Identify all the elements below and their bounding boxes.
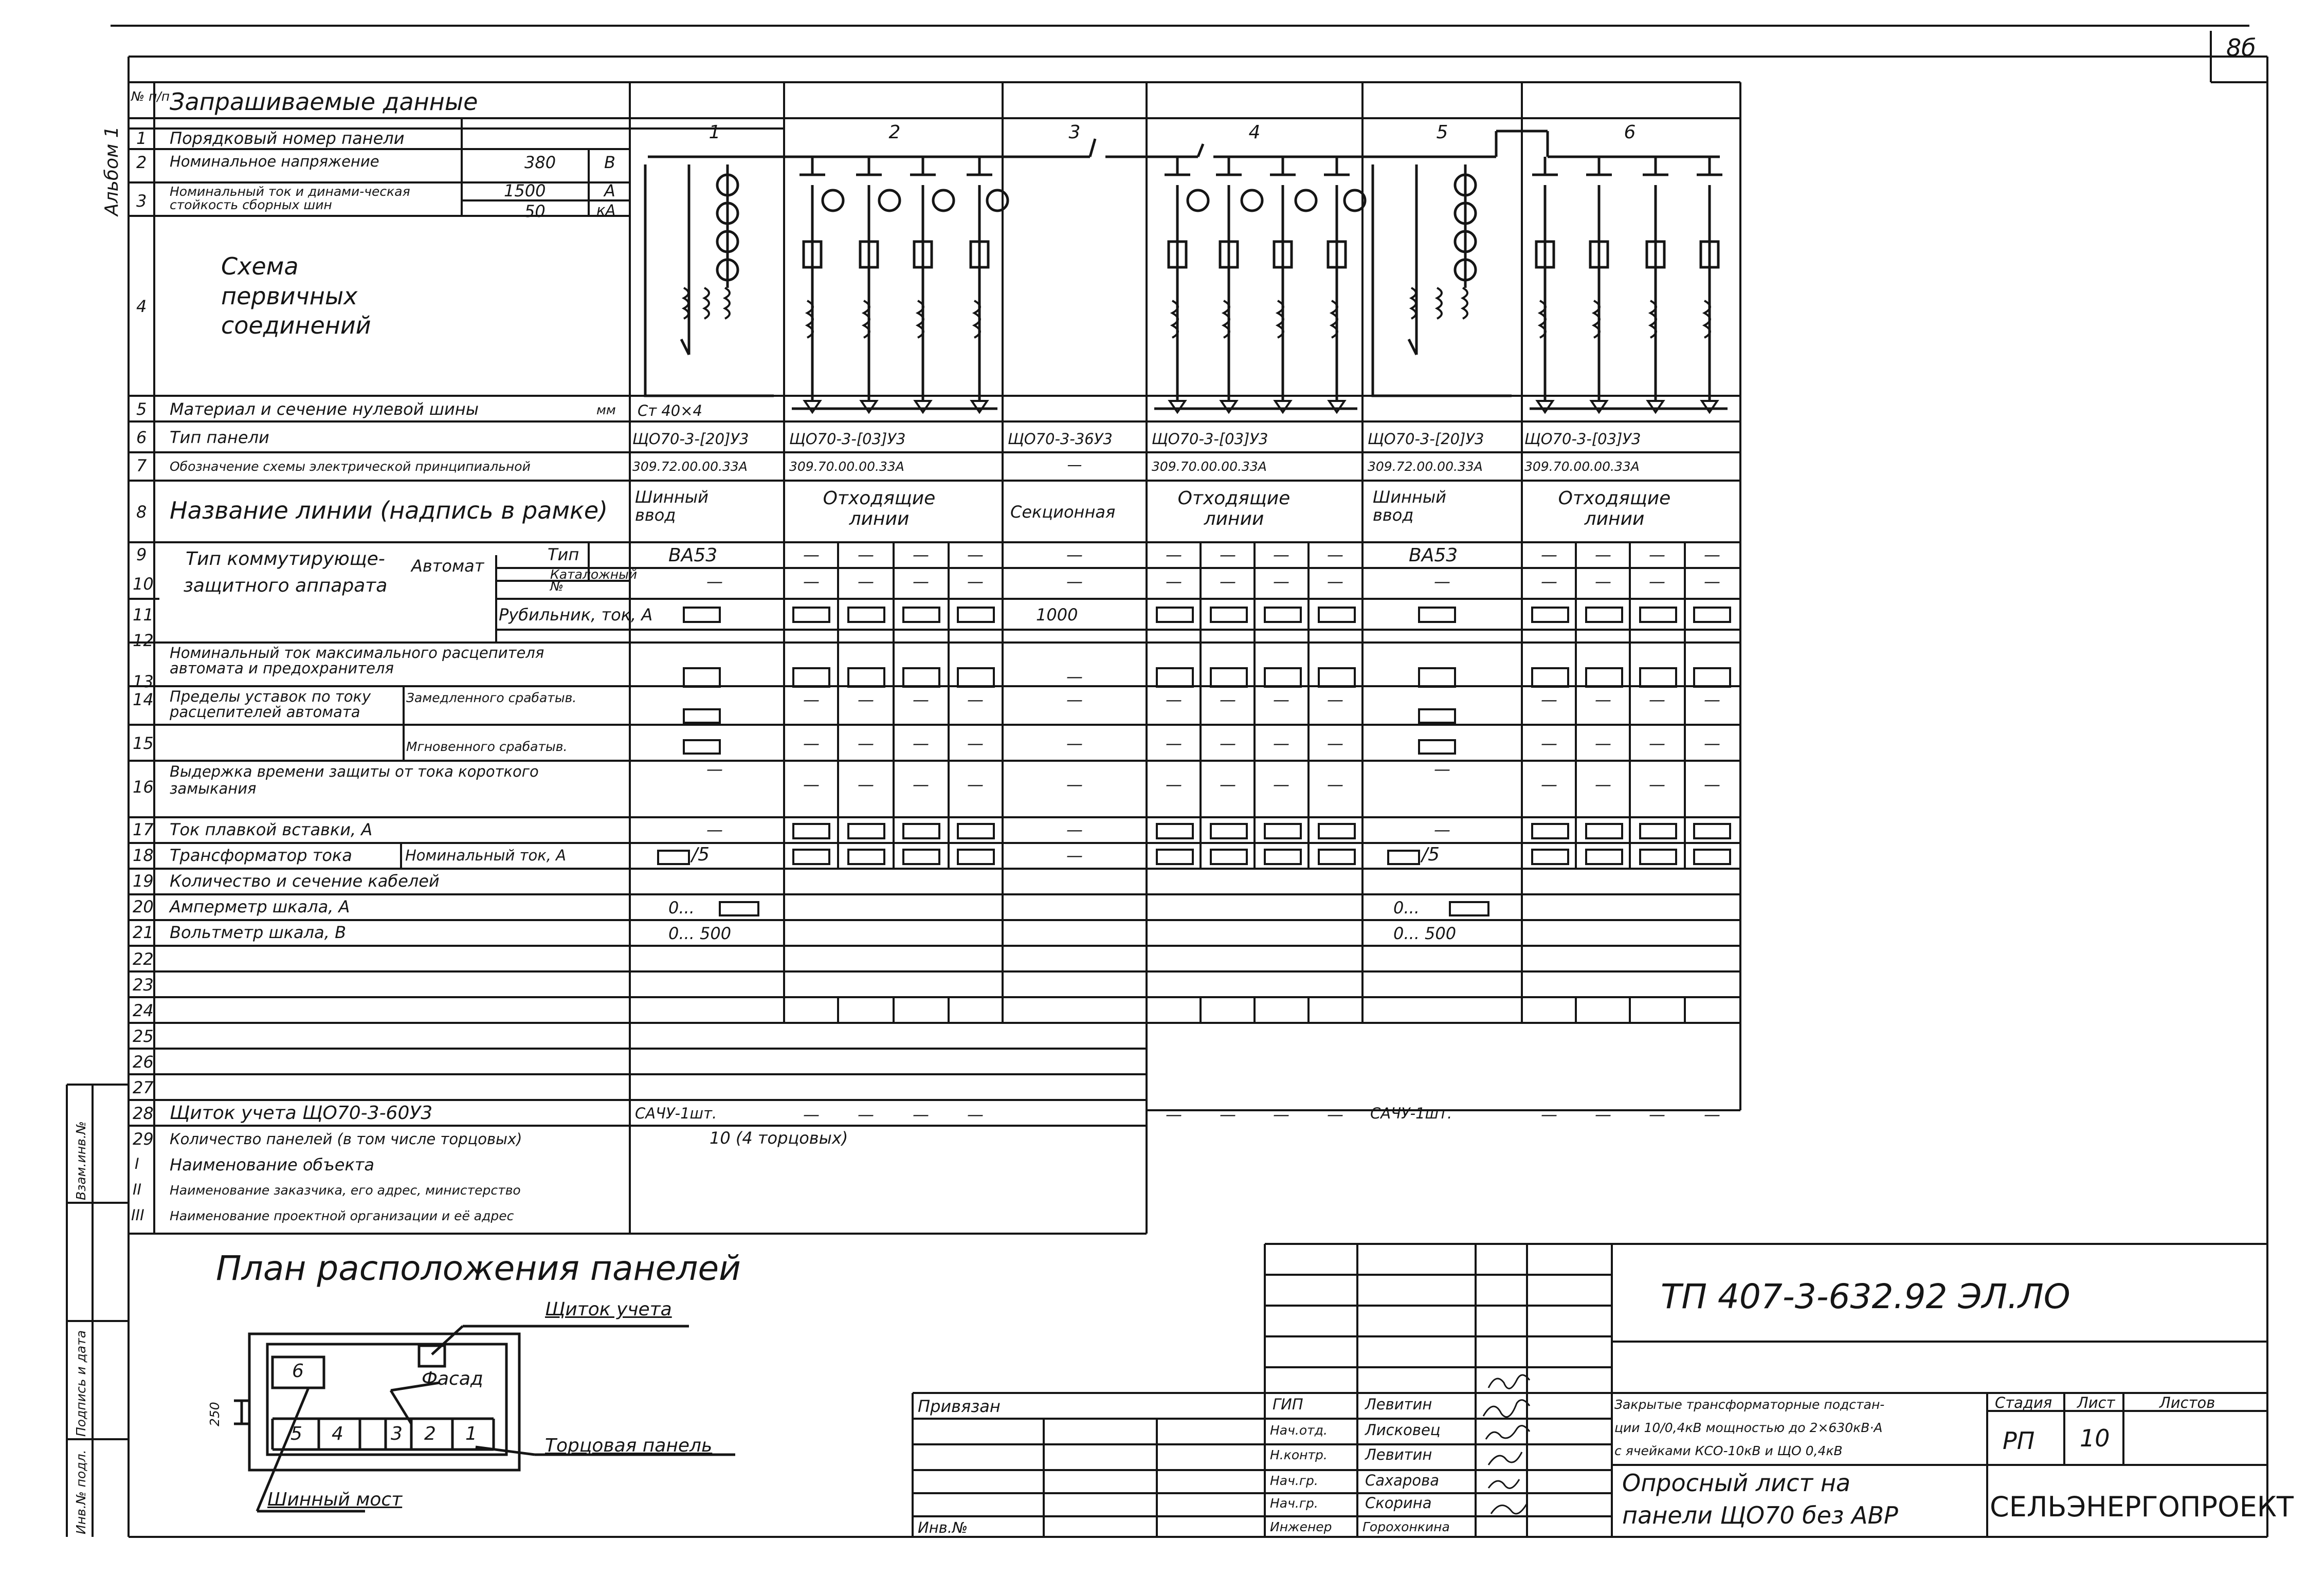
- row-value: 380: [524, 153, 556, 172]
- person-name: Левитин: [1365, 1396, 1432, 1413]
- description-line: Закрытые трансформаторные подстан-: [1614, 1397, 1885, 1412]
- dash-cell: —: [858, 545, 874, 564]
- dash-cell: —: [1273, 775, 1289, 794]
- dash-cell: —: [1273, 1105, 1289, 1124]
- dash-cell: —: [1166, 1105, 1182, 1124]
- row-number: 20: [133, 897, 154, 916]
- dash-cell: —: [1595, 1105, 1611, 1124]
- row-cell: 309.70.00.00.33А: [1524, 459, 1640, 474]
- row-number: 15: [133, 733, 154, 753]
- dash-cell: —: [1220, 572, 1236, 591]
- row-label: Порядковый номер панели: [170, 129, 405, 148]
- row-number: II: [133, 1181, 142, 1198]
- row-number: 3: [136, 191, 147, 211]
- dash-cell: —: [1327, 733, 1343, 753]
- row-number: 5: [136, 399, 147, 419]
- panel-number-5: 5: [1436, 122, 1448, 143]
- row-number: 17: [133, 820, 154, 839]
- dash-cell: —: [967, 572, 984, 591]
- row-cell: /5: [1422, 844, 1440, 865]
- stage-label: Стадия: [1995, 1394, 2052, 1411]
- dash-cell: —: [858, 775, 874, 794]
- dash-cell: —: [803, 733, 820, 753]
- row-unit: кА: [596, 201, 616, 219]
- role: Нач.отд.: [1270, 1423, 1328, 1438]
- panel-number-6: 6: [1624, 122, 1636, 143]
- dash-cell: —: [1066, 667, 1083, 686]
- row-label: Тип панели: [170, 428, 269, 447]
- sheet-title-line: Опросный лист на: [1622, 1469, 1851, 1497]
- row-cell: 0... 500: [668, 924, 732, 943]
- row-number: 18: [133, 846, 154, 865]
- row-number: 22: [133, 949, 154, 969]
- dash-cell: —: [1649, 690, 1665, 709]
- dash-cell: —: [1166, 572, 1182, 591]
- dash-cell: —: [1066, 775, 1083, 794]
- inv-label: Инв.№: [918, 1519, 968, 1536]
- row-number: 9: [136, 545, 147, 564]
- requested-data-header: Запрашиваемые данные: [170, 88, 478, 116]
- row-number: 24: [133, 1001, 154, 1020]
- dash-cell: —: [913, 690, 929, 709]
- row-cell: Отходящие линии: [823, 488, 936, 529]
- dash-cell: —: [1704, 572, 1720, 591]
- row-unit: А: [604, 181, 615, 200]
- dash-cell: —: [1066, 572, 1083, 591]
- dash-cell: —: [858, 572, 874, 591]
- row-col-label: Тип: [548, 545, 579, 564]
- row-value: 10 (4 торцовых): [710, 1128, 848, 1148]
- num-header: № п/п: [131, 89, 170, 104]
- dash-cell: —: [803, 1105, 820, 1124]
- stamp-signature-date: Подпись и дата: [74, 1330, 88, 1437]
- dash-cell: —: [967, 690, 984, 709]
- row-number: 16: [133, 777, 154, 797]
- row-cell: ЩО70-3-[03]У3: [1152, 430, 1268, 448]
- dash-cell: —: [1704, 690, 1720, 709]
- dash-cell: —: [706, 820, 723, 839]
- dash-cell: —: [1066, 545, 1083, 564]
- row-unit: мм: [596, 402, 616, 417]
- plan-end-panel-label: Торцовая панель: [545, 1435, 713, 1456]
- dash-cell: —: [1166, 775, 1182, 794]
- row-cell: ЩО70-3-[03]У3: [789, 430, 906, 448]
- dash-cell: —: [1327, 690, 1343, 709]
- doc-code: ТП 407-3-632.92 ЭЛ.ЛО: [1661, 1277, 2070, 1316]
- dash-cell: —: [1704, 1105, 1720, 1124]
- dash-cell: —: [967, 775, 984, 794]
- role: ГИП: [1273, 1396, 1303, 1413]
- row-group-label: Тип коммутирующе-защитного аппарата: [183, 548, 388, 597]
- dash-cell: —: [1066, 846, 1083, 865]
- dash-cell: —: [803, 775, 820, 794]
- row-label: Амперметр шкала, А: [170, 897, 350, 916]
- person-name: Левитин: [1365, 1446, 1432, 1463]
- row-sublabel: Автомат: [411, 556, 484, 576]
- panel-number-1: 1: [708, 122, 721, 143]
- row-label: Пределы уставок по току расцепителей автомата: [170, 688, 371, 721]
- row-cell: ВА53: [668, 545, 718, 566]
- row-cell: Ст 40×4: [638, 402, 703, 419]
- row-value: 1500: [504, 181, 546, 200]
- dash-cell: —: [1541, 572, 1557, 591]
- row-cell: —: [1067, 456, 1082, 473]
- row-number: I: [135, 1155, 139, 1172]
- dash-cell: —: [1273, 733, 1289, 753]
- row-number: 27: [133, 1078, 154, 1097]
- row-number: 8: [136, 502, 147, 522]
- dash-cell: —: [1273, 572, 1289, 591]
- sheet-corner-number: 8б: [2226, 34, 2256, 62]
- row-cell: 0...: [668, 898, 695, 918]
- plan-cell: 1: [465, 1423, 477, 1444]
- row-cell: ВА53: [1409, 545, 1458, 566]
- dash-cell: —: [1166, 733, 1182, 753]
- row-label: Наименование заказчика, его адрес, министерство: [170, 1183, 521, 1198]
- dash-cell: —: [706, 759, 723, 779]
- row-number: 29: [133, 1129, 154, 1149]
- row-cell: 1000: [1036, 605, 1078, 625]
- row-number: 12: [133, 631, 154, 650]
- sheet-value: 10: [2080, 1424, 2110, 1452]
- row-cell: Отходящие линии: [1558, 488, 1671, 529]
- row-label: Материал и сечение нулевой шины: [170, 399, 479, 419]
- dash-cell: —: [1220, 545, 1236, 564]
- row-col-label: Замедленного срабатыв.: [406, 690, 577, 705]
- dash-cell: —: [1595, 545, 1611, 564]
- plan-cell: 2: [424, 1423, 436, 1444]
- dash-cell: —: [1434, 759, 1450, 779]
- row-cell: Отходящие линии: [1177, 488, 1291, 529]
- description-line: ции 10/0,4кВ мощностью до 2×630кВ·А: [1614, 1420, 1883, 1435]
- dash-cell: —: [858, 1105, 874, 1124]
- row-cell: ЩО70-3-[03]У3: [1524, 430, 1641, 448]
- row-col-label: Мгновенного срабатыв.: [406, 739, 568, 754]
- dash-cell: —: [858, 690, 874, 709]
- row-label: Номинальный ток максимального расцепителя автомата и предохранителя: [170, 644, 544, 677]
- dash-cell: —: [1541, 545, 1557, 564]
- row-number: 26: [133, 1052, 154, 1072]
- dash-cell: —: [1434, 572, 1450, 591]
- row-cell: Секционная: [1010, 502, 1116, 522]
- dash-cell: —: [1704, 733, 1720, 753]
- stamp-inv-original: Инв.№ подл.: [74, 1450, 88, 1534]
- row-number: 13: [133, 672, 154, 691]
- dash-cell: —: [803, 690, 820, 709]
- panel-number-2: 2: [888, 122, 901, 143]
- row-cell: 309.72.00.00.33А: [632, 459, 748, 474]
- row-number: 6: [136, 428, 147, 447]
- row-cell: 309.70.00.00.33А: [789, 459, 904, 474]
- stage-value: РП: [2003, 1427, 2035, 1455]
- dash-cell: —: [1327, 545, 1343, 564]
- dash-cell: —: [1541, 733, 1557, 753]
- dash-cell: —: [967, 1105, 984, 1124]
- dash-cell: —: [1327, 775, 1343, 794]
- plan-cell: 5: [290, 1423, 302, 1444]
- stamp-replace-inv: Взам.инв.№: [74, 1121, 88, 1200]
- dash-cell: —: [858, 733, 874, 753]
- dash-cell: —: [1273, 545, 1289, 564]
- dash-cell: —: [1649, 1105, 1665, 1124]
- row-number: 7: [136, 456, 147, 475]
- dash-cell: —: [706, 572, 723, 591]
- dash-cell: —: [1704, 775, 1720, 794]
- sheet-title-line: панели ЩО70 без АВР: [1622, 1501, 1898, 1529]
- row-cell: ЩО70-3-[20]У3: [632, 430, 749, 448]
- dash-cell: —: [1220, 690, 1236, 709]
- row-cell: САЧУ-1шт.: [635, 1105, 717, 1122]
- dash-cell: —: [1704, 545, 1720, 564]
- plan-cell: 3: [391, 1423, 403, 1444]
- dash-cell: —: [1220, 775, 1236, 794]
- person-name: Сахарова: [1365, 1472, 1439, 1489]
- organization-name: СЕЛЬЭНЕРГОПРОЕКТ: [1990, 1491, 2294, 1523]
- person-name: Лисковец: [1365, 1421, 1441, 1439]
- sheet-label: Лист: [2077, 1394, 2115, 1411]
- role: Нач.гр.: [1270, 1473, 1318, 1488]
- dash-cell: —: [803, 545, 820, 564]
- dash-cell: —: [1220, 1105, 1236, 1124]
- plan-facade-label: Фасад: [422, 1368, 483, 1389]
- row-number: III: [131, 1206, 144, 1224]
- row-number: 14: [133, 690, 154, 709]
- row-label: Номинальный ток и динами-ческая стойкость сборных шин: [170, 184, 410, 213]
- panel-number-3: 3: [1068, 122, 1081, 143]
- plan-title: План расположения панелей: [216, 1249, 741, 1288]
- plan-cell: 6: [292, 1361, 304, 1382]
- row-label: Ток плавкой вставки, А: [170, 820, 373, 839]
- row-number: 2: [136, 153, 147, 172]
- row-cell: Шинный ввод: [635, 487, 708, 525]
- dash-cell: —: [1541, 1105, 1557, 1124]
- dash-cell: —: [1327, 572, 1343, 591]
- dash-cell: —: [913, 545, 929, 564]
- dash-cell: —: [1541, 775, 1557, 794]
- plan-dimension: 250: [207, 1402, 222, 1426]
- role: Нач.гр.: [1270, 1496, 1318, 1511]
- dash-cell: —: [1327, 1105, 1343, 1124]
- row-label: Трансформатор тока: [170, 846, 352, 865]
- row-value: 50: [524, 201, 546, 221]
- dash-cell: —: [1595, 733, 1611, 753]
- row-number: 23: [133, 975, 154, 995]
- plan-cell: 4: [332, 1423, 343, 1444]
- dash-cell: —: [1166, 545, 1182, 564]
- dash-cell: —: [1066, 820, 1083, 839]
- dash-cell: —: [1595, 572, 1611, 591]
- dash-cell: —: [803, 572, 820, 591]
- person-name: Горохонкина: [1362, 1519, 1450, 1534]
- role: Инженер: [1270, 1519, 1332, 1534]
- dash-cell: —: [913, 1105, 929, 1124]
- row-cell: 0...: [1393, 898, 1420, 918]
- row-number: 19: [133, 871, 154, 891]
- role: Н.контр.: [1270, 1447, 1328, 1462]
- dash-cell: —: [1066, 733, 1083, 753]
- row-cell: 309.72.00.00.33А: [1368, 459, 1483, 474]
- dash-cell: —: [967, 545, 984, 564]
- row-col-label: Рубильник, ток, А: [499, 605, 653, 625]
- row-number: 11: [133, 605, 154, 625]
- row-cell: 309.70.00.00.33А: [1152, 459, 1267, 474]
- dash-cell: —: [913, 733, 929, 753]
- row-number: 4: [136, 297, 147, 316]
- row-label: Наименование проектной организации и её адрес: [170, 1208, 514, 1223]
- row-cell: /5: [692, 844, 710, 865]
- row-cell: САЧУ-1шт.: [1370, 1105, 1452, 1122]
- row-cell: Шинный ввод: [1373, 487, 1446, 525]
- row-cell: ЩО70-3-36У3: [1008, 430, 1113, 448]
- row-label: Вольтметр шкала, В: [170, 923, 347, 942]
- dash-cell: —: [1595, 690, 1611, 709]
- dash-cell: —: [1649, 775, 1665, 794]
- description-line: с ячейками КСО-10кВ и ЩО 0,4кВ: [1614, 1443, 1843, 1458]
- row-label: Количество и сечение кабелей: [170, 871, 440, 891]
- dash-cell: —: [913, 572, 929, 591]
- album-label: Альбом 1: [101, 126, 122, 216]
- row-label: Обозначение схемы электрической принципиальной: [170, 459, 531, 474]
- dash-cell: —: [1434, 820, 1450, 839]
- row-number: 21: [133, 923, 154, 942]
- row-col-label: Номинальный ток, А: [405, 847, 566, 864]
- dash-cell: —: [1166, 690, 1182, 709]
- dash-cell: —: [967, 733, 984, 753]
- dash-cell: —: [1066, 690, 1083, 709]
- dash-cell: —: [1649, 733, 1665, 753]
- dash-cell: —: [913, 775, 929, 794]
- row-label-schema: Схема первичных соединений: [221, 252, 371, 339]
- row-number: 28: [133, 1104, 154, 1123]
- plan-bus-bridge-label: Шинный мост: [267, 1489, 403, 1510]
- row-number: 10: [133, 574, 154, 594]
- row-cell: 0... 500: [1393, 924, 1457, 943]
- dash-cell: —: [1649, 572, 1665, 591]
- dash-cell: —: [1220, 733, 1236, 753]
- row-label: Наименование объекта: [170, 1155, 375, 1175]
- plan-meter-box-label: Щиток учета: [545, 1299, 672, 1320]
- row-label: Номинальное напряжение: [170, 153, 379, 170]
- row-unit: В: [604, 153, 615, 172]
- row-number: 25: [133, 1026, 154, 1046]
- row-number: 1: [136, 129, 147, 148]
- dash-cell: —: [1649, 545, 1665, 564]
- row-label: Выдержка времени защиты от тока короткого замыкания: [170, 763, 539, 798]
- panel-number-4: 4: [1248, 122, 1261, 143]
- sheets-label: Листов: [2159, 1394, 2215, 1411]
- row-label: Название линии (надпись в рамке): [170, 497, 608, 524]
- dash-cell: —: [1595, 775, 1611, 794]
- row-cell: ЩО70-3-[20]У3: [1368, 430, 1484, 448]
- person-name: Скорина: [1365, 1494, 1432, 1512]
- bound-label: Привязан: [918, 1397, 1001, 1416]
- row-label: Количество панелей (в том числе торцовых): [170, 1130, 522, 1148]
- row-label: Щиток учета ЩО70-3-60У3: [170, 1103, 433, 1124]
- dash-cell: —: [1541, 690, 1557, 709]
- row-col-label: Каталожный №: [550, 567, 638, 594]
- dash-cell: —: [1273, 690, 1289, 709]
